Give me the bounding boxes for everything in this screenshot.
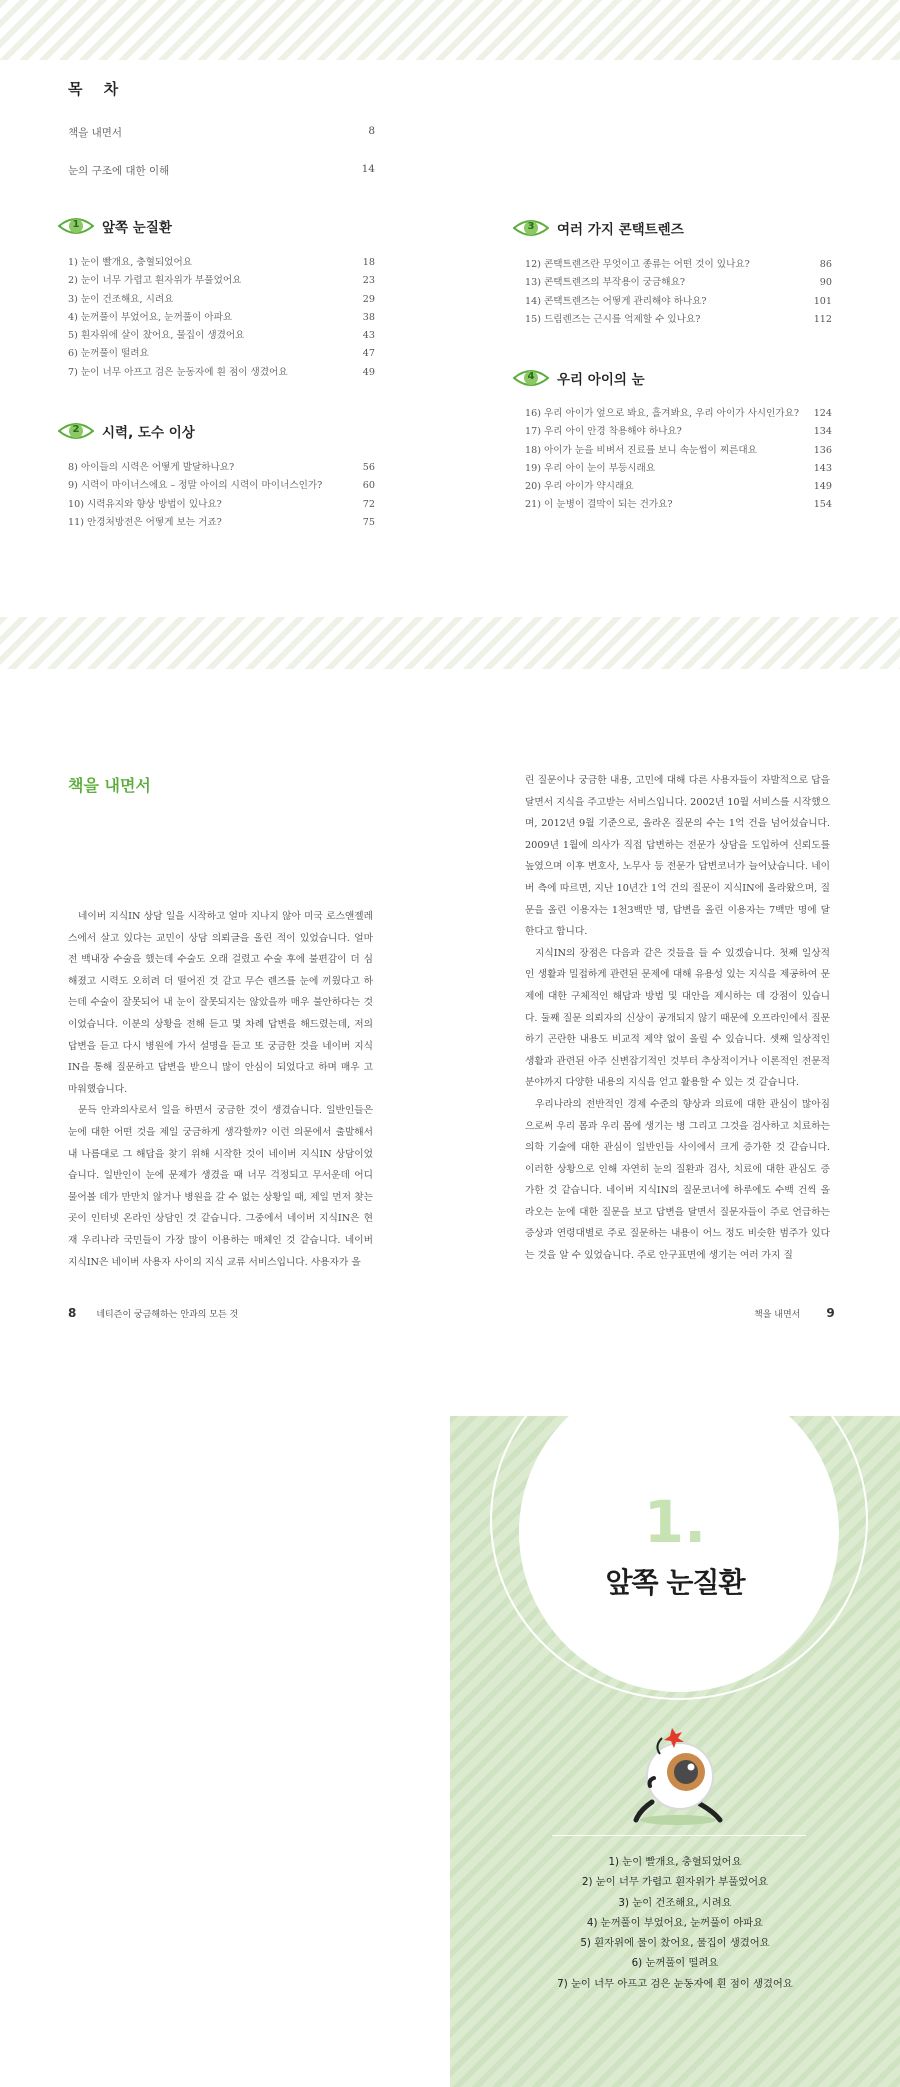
chapter-topic-item[interactable]: 2) 눈이 너무 가렵고 흰자위가 부풀었어요	[581, 1876, 769, 1889]
chapter-topic-item[interactable]: 3) 눈이 건조해요, 시려요	[618, 1896, 732, 1909]
preface-right-column	[525, 770, 830, 1267]
toc-item[interactable]: 2) 눈이 너무 가렵고 흰자위가 부풀었어요 23	[68, 275, 375, 287]
toc-intro-page: 8	[368, 125, 375, 137]
toc-item[interactable]: 16) 우리 아이가 엎으로 봐요, 흘겨봐요, 우리 아이가 사시인가요? 124	[525, 408, 832, 419]
toc-item[interactable]: 11) 안경처방전은 어떻게 보는 거죠? 75	[68, 516, 375, 528]
eye-icon: 3	[513, 218, 549, 238]
toc-section-list	[68, 254, 375, 382]
toc-section-list	[525, 256, 832, 329]
toc-title: 목 차	[68, 80, 127, 98]
toc-intro-page: 14	[361, 163, 375, 175]
preface-title: 책을 내면서	[68, 776, 151, 795]
eye-mascot-illustration	[630, 1724, 730, 1828]
preface-paragraph: 문득 안과의사로서 일을 하면서 궁금한 것이 생겼습니다. 일반인들은 눈에 대한 어떤 것을 제일 궁금하게 생각할까? 이런 의문에서 출발해서 내 나름대로 그 해답을 찾기 위해 시작한 것이 네이버 지식IN 상담이었습니다. 일반인이 눈에 문제가 생겼을 때 너무 걱정되고 무서운데 어디 물어볼 데가 만만치 않거나 병원을 갈 수 없는 상황일 때, 제일 먼저 찾는 곳이 인터넷 온라인 상담인 것 같습니다. 그중에서 네이버 지식IN은 현재 우리나라 국민들이 가장 많이 이용하는 매체인 것 같습니다. 네이버 지식IN은 네이버 사용자 사이의 지식 교류 서비스입니다. 사용자가 올	[68, 1105, 373, 1268]
eye-icon: 2	[58, 421, 94, 441]
toc-section-title: 앞쪽 눈질환	[102, 220, 172, 236]
toc-item[interactable]: 5) 흰자위에 살이 찼어요, 물집이 생겼어요 43	[68, 330, 375, 342]
chapter-topic-item[interactable]: 5) 흰자위에 물이 찼어요, 물집이 생겼어요	[580, 1937, 770, 1950]
page-number: 8	[68, 1306, 77, 1320]
eye-icon: 4	[513, 368, 549, 388]
toc-item[interactable]: 21) 이 눈병이 결막이 되는 건가요? 154	[525, 499, 832, 511]
preface-left-column	[68, 906, 373, 1273]
chapter-number: 1.	[643, 1488, 707, 1556]
toc-item[interactable]: 20) 우리 아이가 약시래요 149	[525, 481, 832, 493]
toc-intro-label: 책을 내면서	[68, 127, 123, 139]
right-page-folio	[754, 1306, 835, 1320]
left-page-folio	[68, 1306, 238, 1320]
toc-section-header	[58, 421, 195, 441]
toc-section-header	[513, 368, 645, 388]
toc-intro-row[interactable]	[68, 125, 375, 140]
toc-item[interactable]: 7) 눈이 너무 아프고 검은 눈동자에 흰 점이 생겼어요 49	[68, 366, 375, 378]
toc-item[interactable]: 14) 콘택트렌즈는 어떻게 관리해야 하나요? 101	[525, 295, 832, 307]
chapter-topic-item[interactable]: 7) 눈이 너무 아프고 검은 눈동자에 흰 점이 생겼어요	[557, 1977, 793, 1990]
preface-paragraph: 린 질문이나 궁금한 내용, 고민에 대해 다른 사용자들이 자발적으로 답을 달면서 지식을 주고받는 서비스입니다. 2002년 10월 서비스를 시작했으며, 2012년 9월 기준으로, 올라온 질문의 수는 1억 건을 넘어섰습니다. 2009년 1월에 의사가 직접 답변하는 전문가 상담을 도입하여 신뢰도를 높였으며 이후 변호사, 노무사 등 전문가 답변코너가 늘어났습니다. 네이버 측에 따르면, 지난 10년간 1억 건의 질문이 지식IN에 올라왔으며, 질문을 올린 이용자는 1천3백만 명, 답변을 올린 이용자는 7백만 명에 달한다고 합니다.	[525, 775, 830, 938]
toc-intro-label: 눈의 구조에 대한 이해	[68, 165, 170, 177]
toc-section-title: 우리 아이의 눈	[557, 372, 645, 388]
toc-intro-row[interactable]	[68, 163, 375, 178]
chapter-topic-item[interactable]: 6) 눈꺼풀이 떨려요	[631, 1957, 719, 1970]
toc-item[interactable]: 10) 시력유지와 향상 방법이 있나요? 72	[68, 498, 375, 510]
chapter-topic-item[interactable]: 1) 눈이 빨개요, 충혈되었어요	[608, 1856, 742, 1868]
preface-paragraph: 우리나라의 전반적인 경제 수준의 향상과 의료에 대한 관심이 많아짐으로써 우리 몸과 우리 몸에 생기는 병 그리고 그것을 검사하고 치료하는 의학 기술에 대한 관심이 일반인들 사이에서 크게 증가한 것 같습니다. 이러한 상황으로 인해 자연히 눈의 질환과 검사, 치료에 대한 관심도 증가한 것 같습니다. 네이버 지식IN의 질문코너에 하루에도 수백 건씩 올라오는 눈에 대한 질문을 보고 답변을 달면서 질문자들이 주로 언급하는 증상과 연령대별로 주로 질문하는 내용이 어느 정도 비슷한 범주가 있다는 것을 알 수 있었습니다. 주로 안구표면에 생기는 여러 가지 질	[525, 1098, 830, 1262]
running-title: 네티즌이 궁금해하는 안과의 모든 것	[96, 1309, 239, 1320]
chapter-title: 앞쪽 눈질환	[605, 1566, 745, 1599]
middle-stripe-band	[0, 617, 900, 669]
toc-section-list	[68, 459, 375, 532]
toc-item[interactable]: 9) 시력이 마이너스에요 – 정말 아이의 시력이 마이너스인가? 60	[68, 480, 375, 492]
page-number: 9	[826, 1306, 835, 1320]
chapter-topic-item[interactable]: 4) 눈꺼풀이 부었어요, 눈꺼풀이 아파요	[586, 1916, 764, 1929]
toc-item[interactable]: 17) 우리 아이 안경 착용해야 하나요? 134	[525, 426, 832, 438]
toc-item[interactable]: 15) 드림렌즈는 근시를 억제할 수 있나요? 112	[525, 313, 832, 325]
eye-icon: 1	[58, 216, 94, 236]
toc-item[interactable]: 8) 아이들의 시력은 어떻게 발달하나요? 56	[68, 462, 375, 473]
toc-section-header	[513, 218, 684, 238]
toc-section-header	[58, 216, 172, 236]
toc-section-title: 시력, 도수 이상	[102, 425, 195, 441]
toc-item[interactable]: 19) 우리 아이 눈이 부등시래요 143	[525, 462, 832, 474]
top-stripe-band	[0, 0, 900, 60]
toc-item[interactable]: 6) 눈꺼풀이 떨려요 47	[68, 348, 375, 360]
toc-item[interactable]: 1) 눈이 빨개요, 충혈되었어요 18	[68, 257, 375, 268]
running-title: 책을 내면서	[754, 1309, 801, 1320]
toc-item[interactable]: 12) 콘택트렌즈란 무엇이고 종류는 어떤 것이 있나요? 86	[525, 259, 832, 270]
toc-section-title: 여러 가지 콘택트렌즈	[557, 222, 684, 238]
toc-item[interactable]: 3) 눈이 건조해요, 시려요 29	[68, 293, 375, 305]
preface-paragraph: 지식IN의 장점은 다음과 같은 것들을 들 수 있겠습니다. 첫째 일상적인 생활과 밀접하게 관련된 문제에 대해 유용성 있는 지식을 제공하여 문제에 대한 구체적인 해답과 방법 및 대안을 제시하는 데 강점이 있습니다. 둘째 질문 의뢰자의 신상이 공개되지 않기 때문에 오프라인에서 질문하기 곤란한 내용도 비교적 제약 없이 올릴 수 있습니다. 셋째 일상적인 생활과 관련된 아주 신변잡기적인 것부터 추상적이거나 이론적인 전문적 분야까지 다양한 내용의 지식을 얻고 활용할 수 있는 것 같습니다.	[525, 947, 830, 1089]
preface-paragraph: 네이버 지식IN 상담 일을 시작하고 얼마 지나지 않아 미국 로스앤젤레스에서 살고 있다는 교민이 상담 의뢰글을 올린 적이 있었습니다. 얼마 전 백내장 수술을 했는데 수술도 오래 걸렸고 수술 후에 불편감이 더 심해졌고 시력도 오히려 더 떨어진 것 같고 무슨 렌즈를 눈에 끼웠다고 하는데 수술이 잘못되어 내 눈이 잘못되지는 않았을까 매우 불안하다는 것이었습니다. 이분의 상황을 전해 듣고 몇 차례 답변을 해드렸는데, 저의 답변을 듣고 다시 병원에 가서 설명을 듣고 또 궁금한 것을 네이버 지식IN을 통해 질문하고 답변을 받으니 많이 안심이 되었다고 하며 매우 고마워했습니다.	[68, 911, 373, 1095]
toc-item[interactable]: 18) 아이가 눈을 비벼서 진료를 보니 속눈썹이 찌른대요 136	[525, 444, 832, 456]
toc-item[interactable]: 13) 콘택트렌즈의 부작용이 궁금해요? 90	[525, 277, 832, 289]
toc-item[interactable]: 4) 눈꺼풀이 부었어요, 눈꺼풀이 아파요 38	[68, 311, 375, 323]
chapter-topic-list	[450, 1852, 900, 1994]
chapter-divider	[552, 1835, 806, 1836]
toc-section-list	[525, 405, 832, 515]
